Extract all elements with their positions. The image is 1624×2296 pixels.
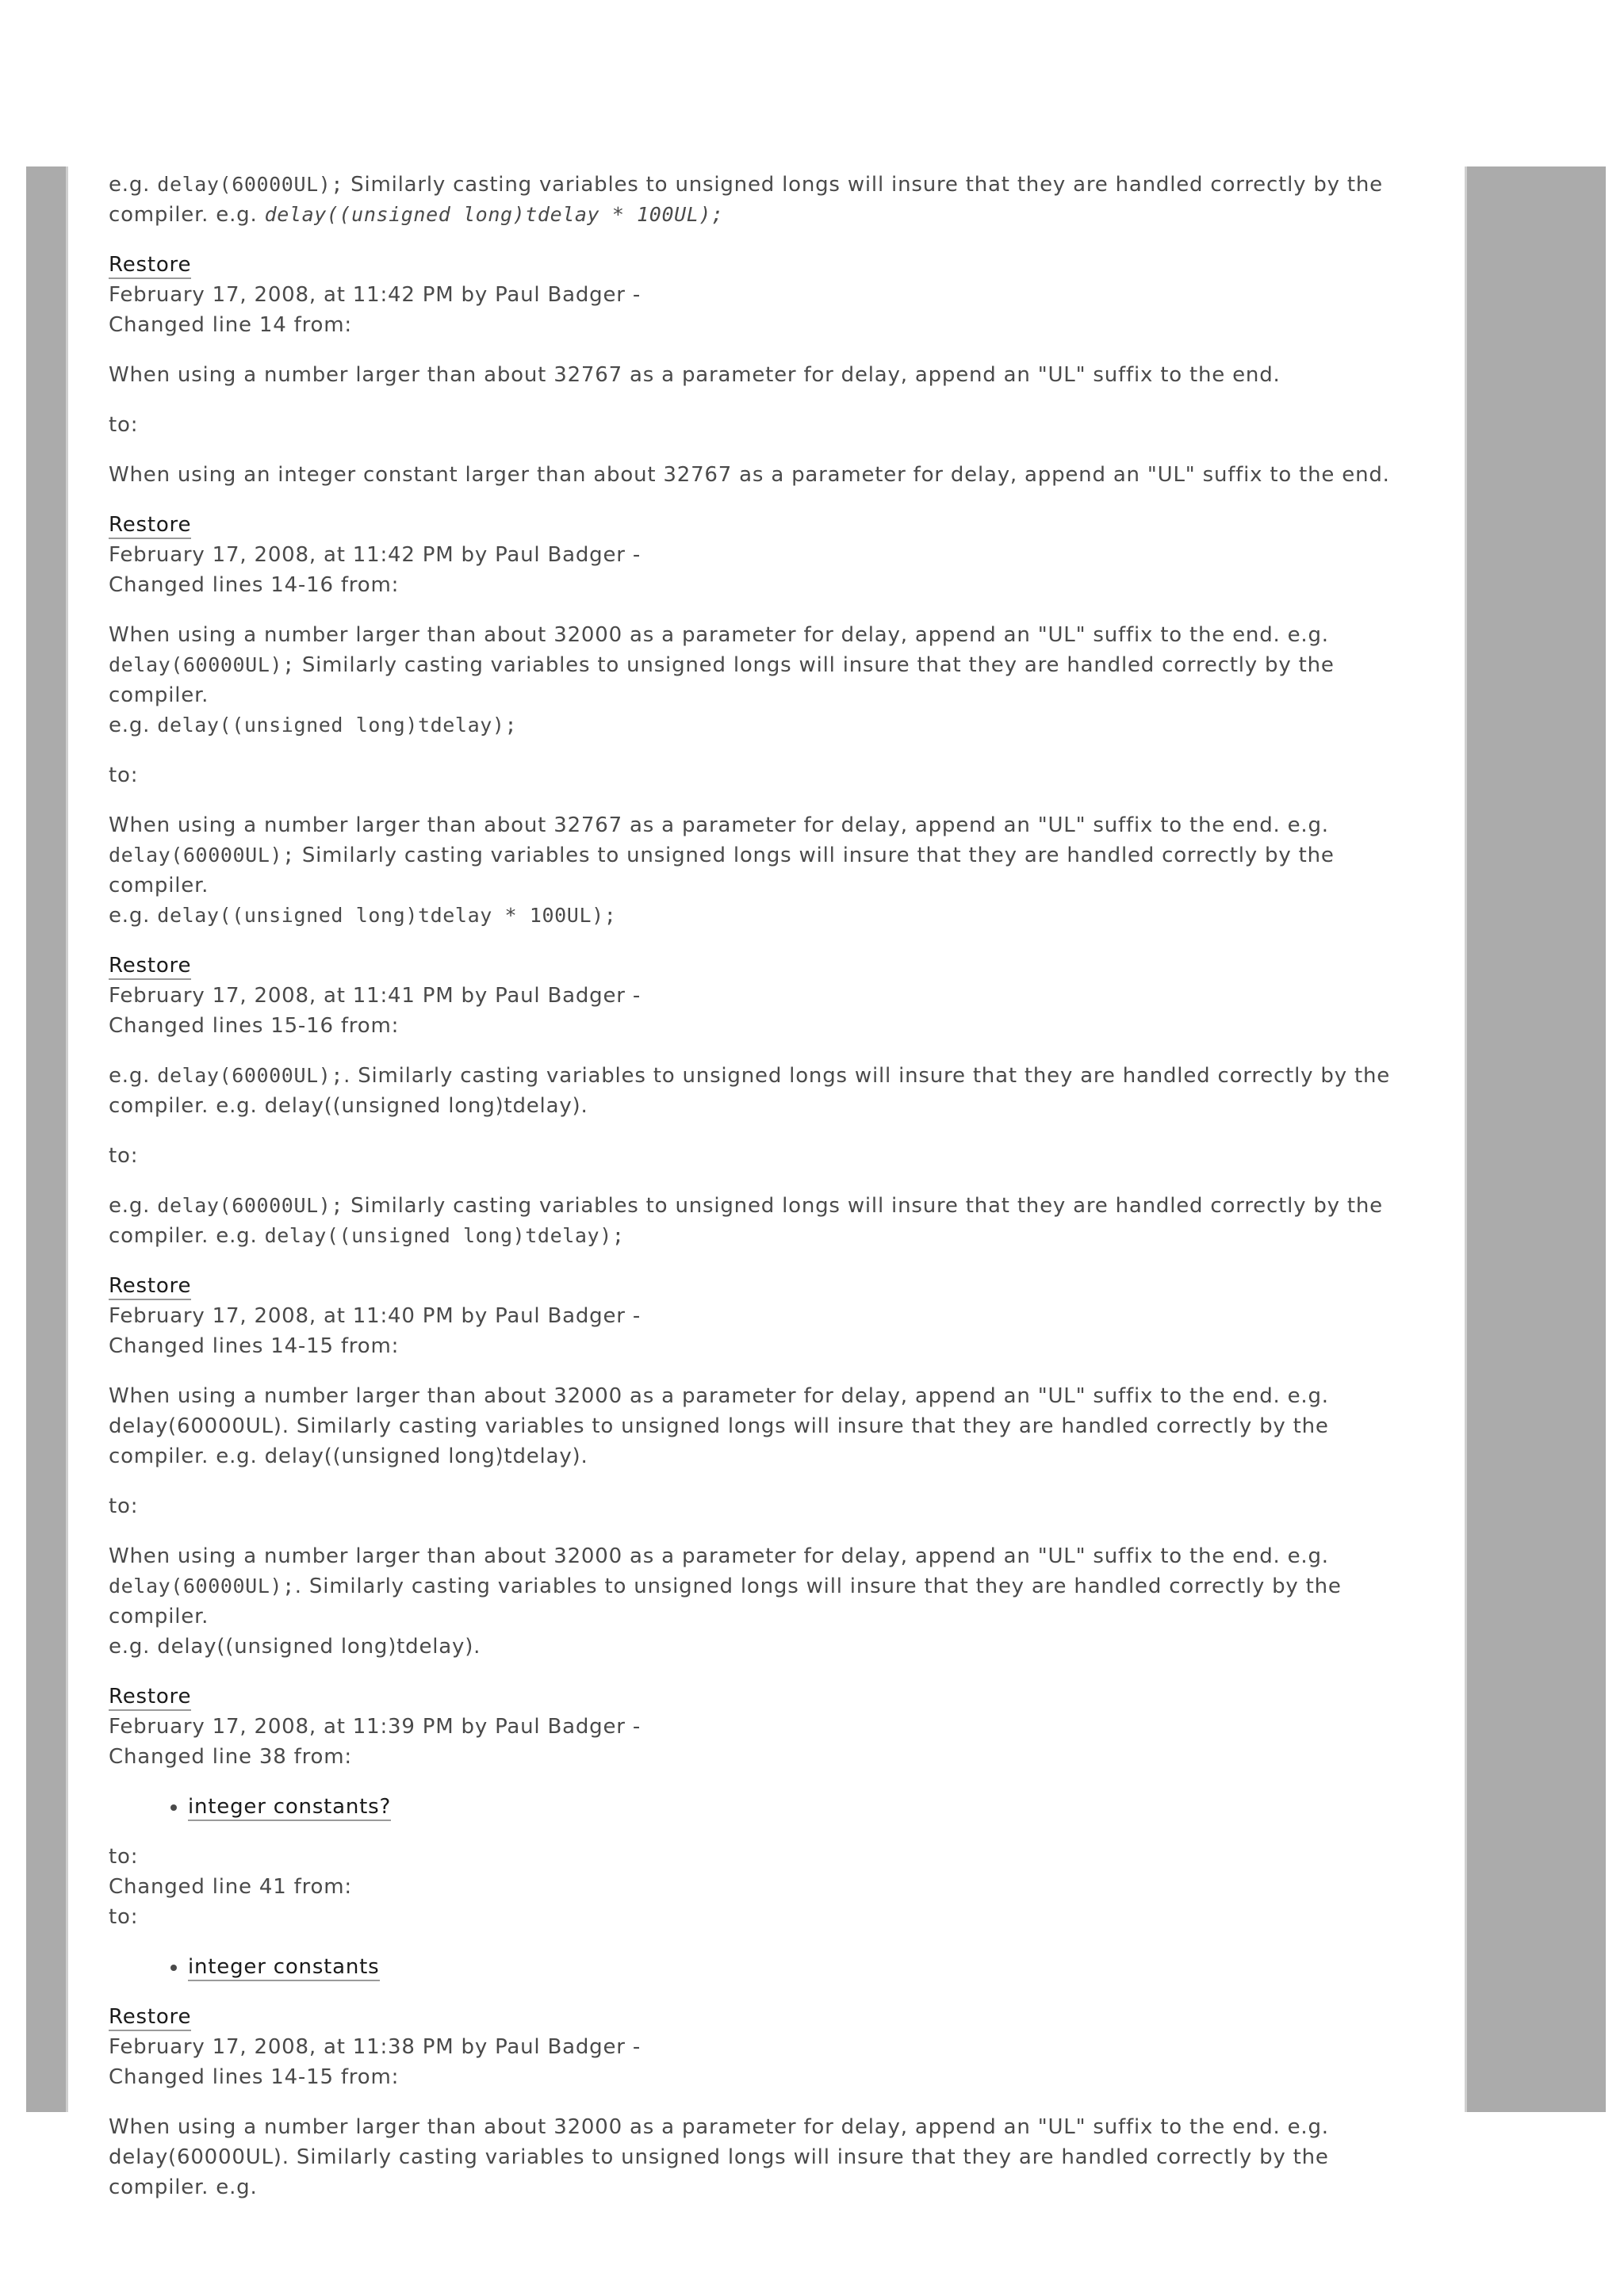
diff-from-text: e.g. delay(60000UL);. Similarly casting variables to unsigned longs will insure that they are handled correctly by the compiler. e.g. delay((unsigned long)tdelay). [109,1064,1391,1118]
change-description: Changed lines 14-15 from: [109,1334,400,1358]
revision-meta: February 17, 2008, at 11:40 PM by Paul Badger - [109,1304,642,1328]
diff-from-text: When using a number larger than about 32000 as a parameter for delay, append an "UL" suffix to the end. e.g. delay(60000UL). Similarly casting variables to unsigned longs will insure that they are handled correctly by the compiler. e.g. [109,2115,1329,2199]
diff-to-list [109,1952,1417,1982]
to-label: to: [109,1494,139,1518]
right-margin-bar [1465,166,1606,2112]
left-margin-bar [26,166,68,2112]
code: delay(60000UL); [109,653,295,676]
change-description: Changed lines 14-16 from: [109,573,400,597]
code: delay((unsigned long)tdelay); [264,1224,625,1247]
top-text: e.g. delay(60000UL); Similarly casting variables to unsigned longs will insure that they are handled correctly by the compiler. e.g. delay((unsigned long)tdelay * 100UL); [109,173,1383,227]
revision-meta: February 17, 2008, at 11:42 PM by Paul Badger - [109,543,642,567]
diff-from-text: When using a number larger than about 32000 as a parameter for delay, append an "UL" suffix to the end. e.g. delay(60000UL); Similarly casting variables to unsigned longs will insure that they are handled correctly by the compiler. e.g. delay((unsigned long)tdelay); [109,623,1335,737]
diff-to-text: When using a number larger than about 32767 as a parameter for delay, append an "UL" suffix to the end. e.g. delay(60000UL); Similarly casting variables to unsigned longs will insure that they are handled correctly by the compiler. e.g. delay((unsigned long)tdelay * 100UL); [109,813,1335,928]
revision-header [109,250,1417,340]
code: delay((unsigned long)tdelay * 100UL); [264,203,724,226]
restore-link[interactable]: Restore [109,2005,191,2031]
to-label: to: [109,763,139,787]
revision-header [109,2002,1417,2092]
code: delay(60000UL); [157,1194,344,1217]
revision-meta: February 17, 2008, at 11:39 PM by Paul Badger - [109,1715,642,1739]
revision-meta: February 17, 2008, at 11:42 PM by Paul Badger - [109,283,642,307]
revision-header [109,951,1417,1041]
restore-link[interactable]: Restore [109,253,191,279]
to-label: to: [109,1144,139,1168]
revision-header [109,510,1417,600]
diff-from-list [109,1792,1417,1822]
change-description: Changed lines 15-16 from: [109,1014,400,1038]
diff-to-text: When using an integer constant larger than about 32767 as a parameter for delay, append an "UL" suffix to the end. [109,463,1390,487]
restore-link[interactable]: Restore [109,513,191,539]
revision-header [109,1271,1417,1361]
revision-header [109,1682,1417,1772]
integer-constants-link[interactable]: integer constants [188,1955,380,1981]
page-history-content [109,170,1417,2222]
code: delay(60000UL); [157,173,344,196]
code: delay((unsigned long)tdelay * 100UL); [157,904,617,927]
list-item [188,1952,1417,1982]
revision-meta: February 17, 2008, at 11:41 PM by Paul Badger - [109,984,642,1008]
integer-constants-link[interactable]: integer constants? [188,1795,391,1821]
diff-from-text: When using a number larger than about 32000 as a parameter for delay, append an "UL" suffix to the end. e.g. delay(60000UL). Similarly casting variables to unsigned longs will insure that they are handled correctly by the compiler. e.g. delay((unsigned long)tdelay). [109,1384,1329,1468]
diff-to-text: e.g. delay(60000UL); Similarly casting variables to unsigned longs will insure that they are handled correctly by the compiler. e.g. delay((unsigned long)tdelay); [109,1194,1383,1248]
code: delay(60000UL); [109,844,295,867]
list-item [188,1792,1417,1822]
change-description: Changed line 14 from: [109,313,352,337]
restore-link[interactable]: Restore [109,954,191,980]
restore-link[interactable]: Restore [109,1274,191,1300]
diff-to-text: When using a number larger than about 32000 as a parameter for delay, append an "UL" suffix to the end. e.g. delay(60000UL);. Similarly casting variables to unsigned longs will insure that they are handled correctly by the compiler. e.g. delay((unsigned long)tdelay). [109,1544,1342,1659]
restore-link[interactable]: Restore [109,1685,191,1711]
to-label: to: [109,1905,139,1929]
to-label: to: [109,413,139,437]
change-description: Changed lines 14-15 from: [109,2065,400,2089]
to-label: to: [109,1845,139,1869]
change-description: Changed line 41 from: [109,1875,352,1899]
revision-meta: February 17, 2008, at 11:38 PM by Paul Badger - [109,2035,642,2059]
code: delay((unsigned long)tdelay); [157,714,518,737]
code: delay(60000UL); [109,1575,295,1598]
diff-from-text: When using a number larger than about 32767 as a parameter for delay, append an "UL" suffix to the end. [109,363,1281,387]
change-description: Changed line 38 from: [109,1745,352,1769]
code: delay(60000UL); [157,1064,344,1087]
